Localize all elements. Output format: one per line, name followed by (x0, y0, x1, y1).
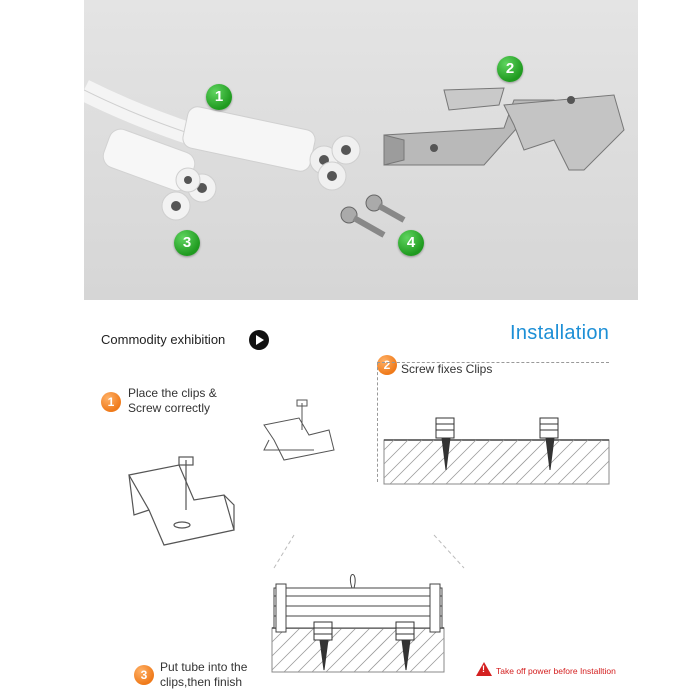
step-2-label: Screw fixes Clips (401, 362, 493, 376)
installation-heading: Installation (510, 322, 610, 344)
ground-section-step2 (384, 418, 609, 484)
product-parts-illustration (84, 0, 638, 300)
badge-2: 2 (497, 56, 523, 82)
ground-section-step3 (272, 575, 444, 673)
step-2-number: 2 (377, 355, 397, 375)
step-3-number: 3 (134, 665, 154, 685)
step-3-line-1: Put tube into the (160, 660, 248, 674)
product-photo (84, 0, 638, 300)
installation-panel (84, 300, 638, 700)
badge-1: 1 (206, 84, 232, 110)
power-warning: Take off power before Installtion (496, 666, 616, 676)
metal-clips (384, 88, 624, 170)
step-1-line-1: Place the clips & (128, 386, 217, 400)
step-1-line-2: Screw correctly (128, 401, 211, 415)
badge-3: 3 (174, 230, 200, 256)
badge-4: 4 (398, 230, 424, 256)
commodity-heading: Commodity exhibition (101, 332, 226, 347)
step-1-number: 1 (101, 392, 121, 412)
clip-sketch-large (129, 457, 234, 545)
step-3-line-2: clips,then finish (160, 675, 243, 689)
tube (274, 575, 442, 633)
cable (84, 90, 194, 135)
installation-drawings (84, 300, 638, 700)
screws (341, 195, 404, 235)
warning-icon (476, 662, 492, 676)
clip-sketch-small (264, 400, 334, 460)
